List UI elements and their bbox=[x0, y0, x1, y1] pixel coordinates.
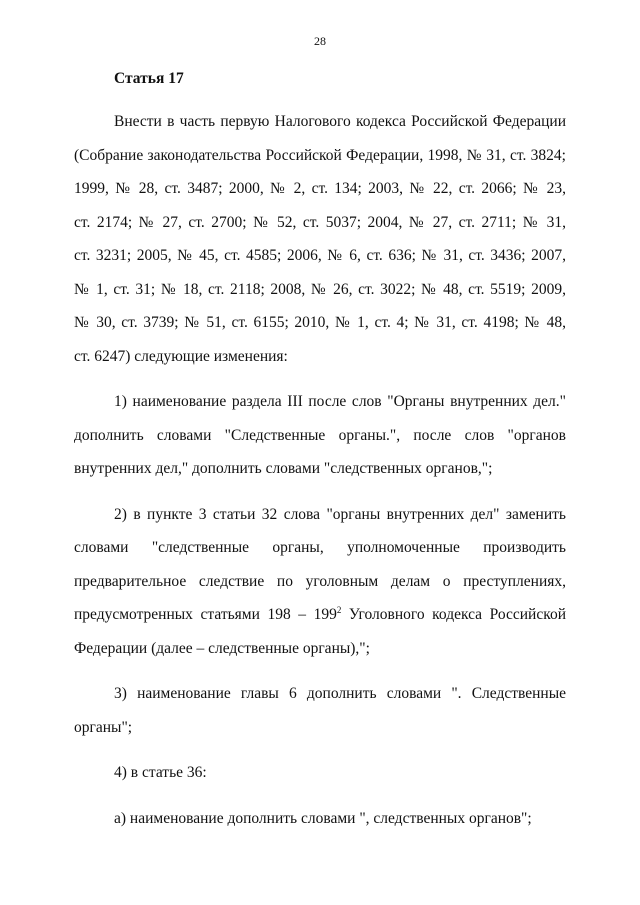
item-2-line-with-superscript bbox=[74, 598, 566, 632]
intro-line: № 1, ст. 31; № 18, ст. 2118; 2008, № 26, ст. 3022; № 48, ст. 5519; 2009, bbox=[74, 280, 566, 298]
item-3-paragraph bbox=[74, 677, 566, 744]
intro-line: № 30, ст. 3739; № 51, ст. 6155; 2010, № 1, ст. 4; № 31, ст. 4198; № 48, bbox=[74, 314, 566, 331]
item-2-line-text: Уголовного кодекса Российской bbox=[341, 606, 566, 623]
item-4-paragraph bbox=[74, 756, 566, 790]
item-2-line-text: предусмотренных статьями 198 – 199 bbox=[74, 606, 337, 623]
item-3-line: органы"; bbox=[74, 718, 133, 736]
article-body bbox=[74, 66, 566, 835]
item-2-line: предварительное следствие по уголовным делам о преступлениях, bbox=[74, 572, 566, 590]
intro-line: ст. 2174; № 27, ст. 2700; № 52, ст. 5037; 2004, № 27, ст. 2711; № 31, bbox=[74, 213, 566, 231]
item-2-paragraph bbox=[74, 498, 566, 666]
item-4a-paragraph bbox=[74, 802, 566, 836]
intro-line: ст. 6247) следующие изменения: bbox=[74, 347, 288, 365]
item-1-line: 1) наименование раздела III после слов "Органы внутренних дел." bbox=[114, 393, 566, 410]
item-1-line: внутренних дел," дополнить словами "следственных органов,"; bbox=[74, 460, 493, 477]
item-4-line: 4) в статье 36: bbox=[114, 764, 207, 781]
item-2-line: Федерации (далее – следственные органы),"; bbox=[74, 639, 370, 657]
item-3-line: 3) наименование главы 6 дополнить словами ". Следственные bbox=[114, 685, 566, 702]
intro-line: 1999, № 28, ст. 3487; 2000, № 2, ст. 134; 2003, № 22, ст. 2066; № 23, bbox=[74, 180, 566, 197]
item-1-line: дополнить словами "Следственные органы.", после слов "органов bbox=[74, 426, 566, 444]
intro-line: Внести в часть первую Налогового кодекса Российской Федерации bbox=[114, 113, 566, 130]
item-2-line: словами "следственные органы, уполномоченные производить bbox=[74, 539, 566, 556]
article-heading: Статья 17 bbox=[114, 70, 184, 87]
intro-paragraph bbox=[74, 105, 566, 373]
item-1-paragraph bbox=[74, 385, 566, 486]
intro-line: (Собрание законодательства Российской Федерации, 1998, № 31, ст. 3824; bbox=[74, 146, 566, 164]
superscript-number: 2 bbox=[336, 605, 342, 615]
item-2-line: 2) в пункте 3 статьи 32 слова "органы внутренних дел" заменить bbox=[114, 505, 566, 523]
item-4a-line: а) наименование дополнить словами ", следственных органов"; bbox=[114, 809, 532, 827]
intro-line: ст. 3231; 2005, № 45, ст. 4585; 2006, № 6, ст. 636; № 31, ст. 3436; 2007, bbox=[74, 247, 566, 264]
page-number: 28 bbox=[314, 34, 326, 48]
